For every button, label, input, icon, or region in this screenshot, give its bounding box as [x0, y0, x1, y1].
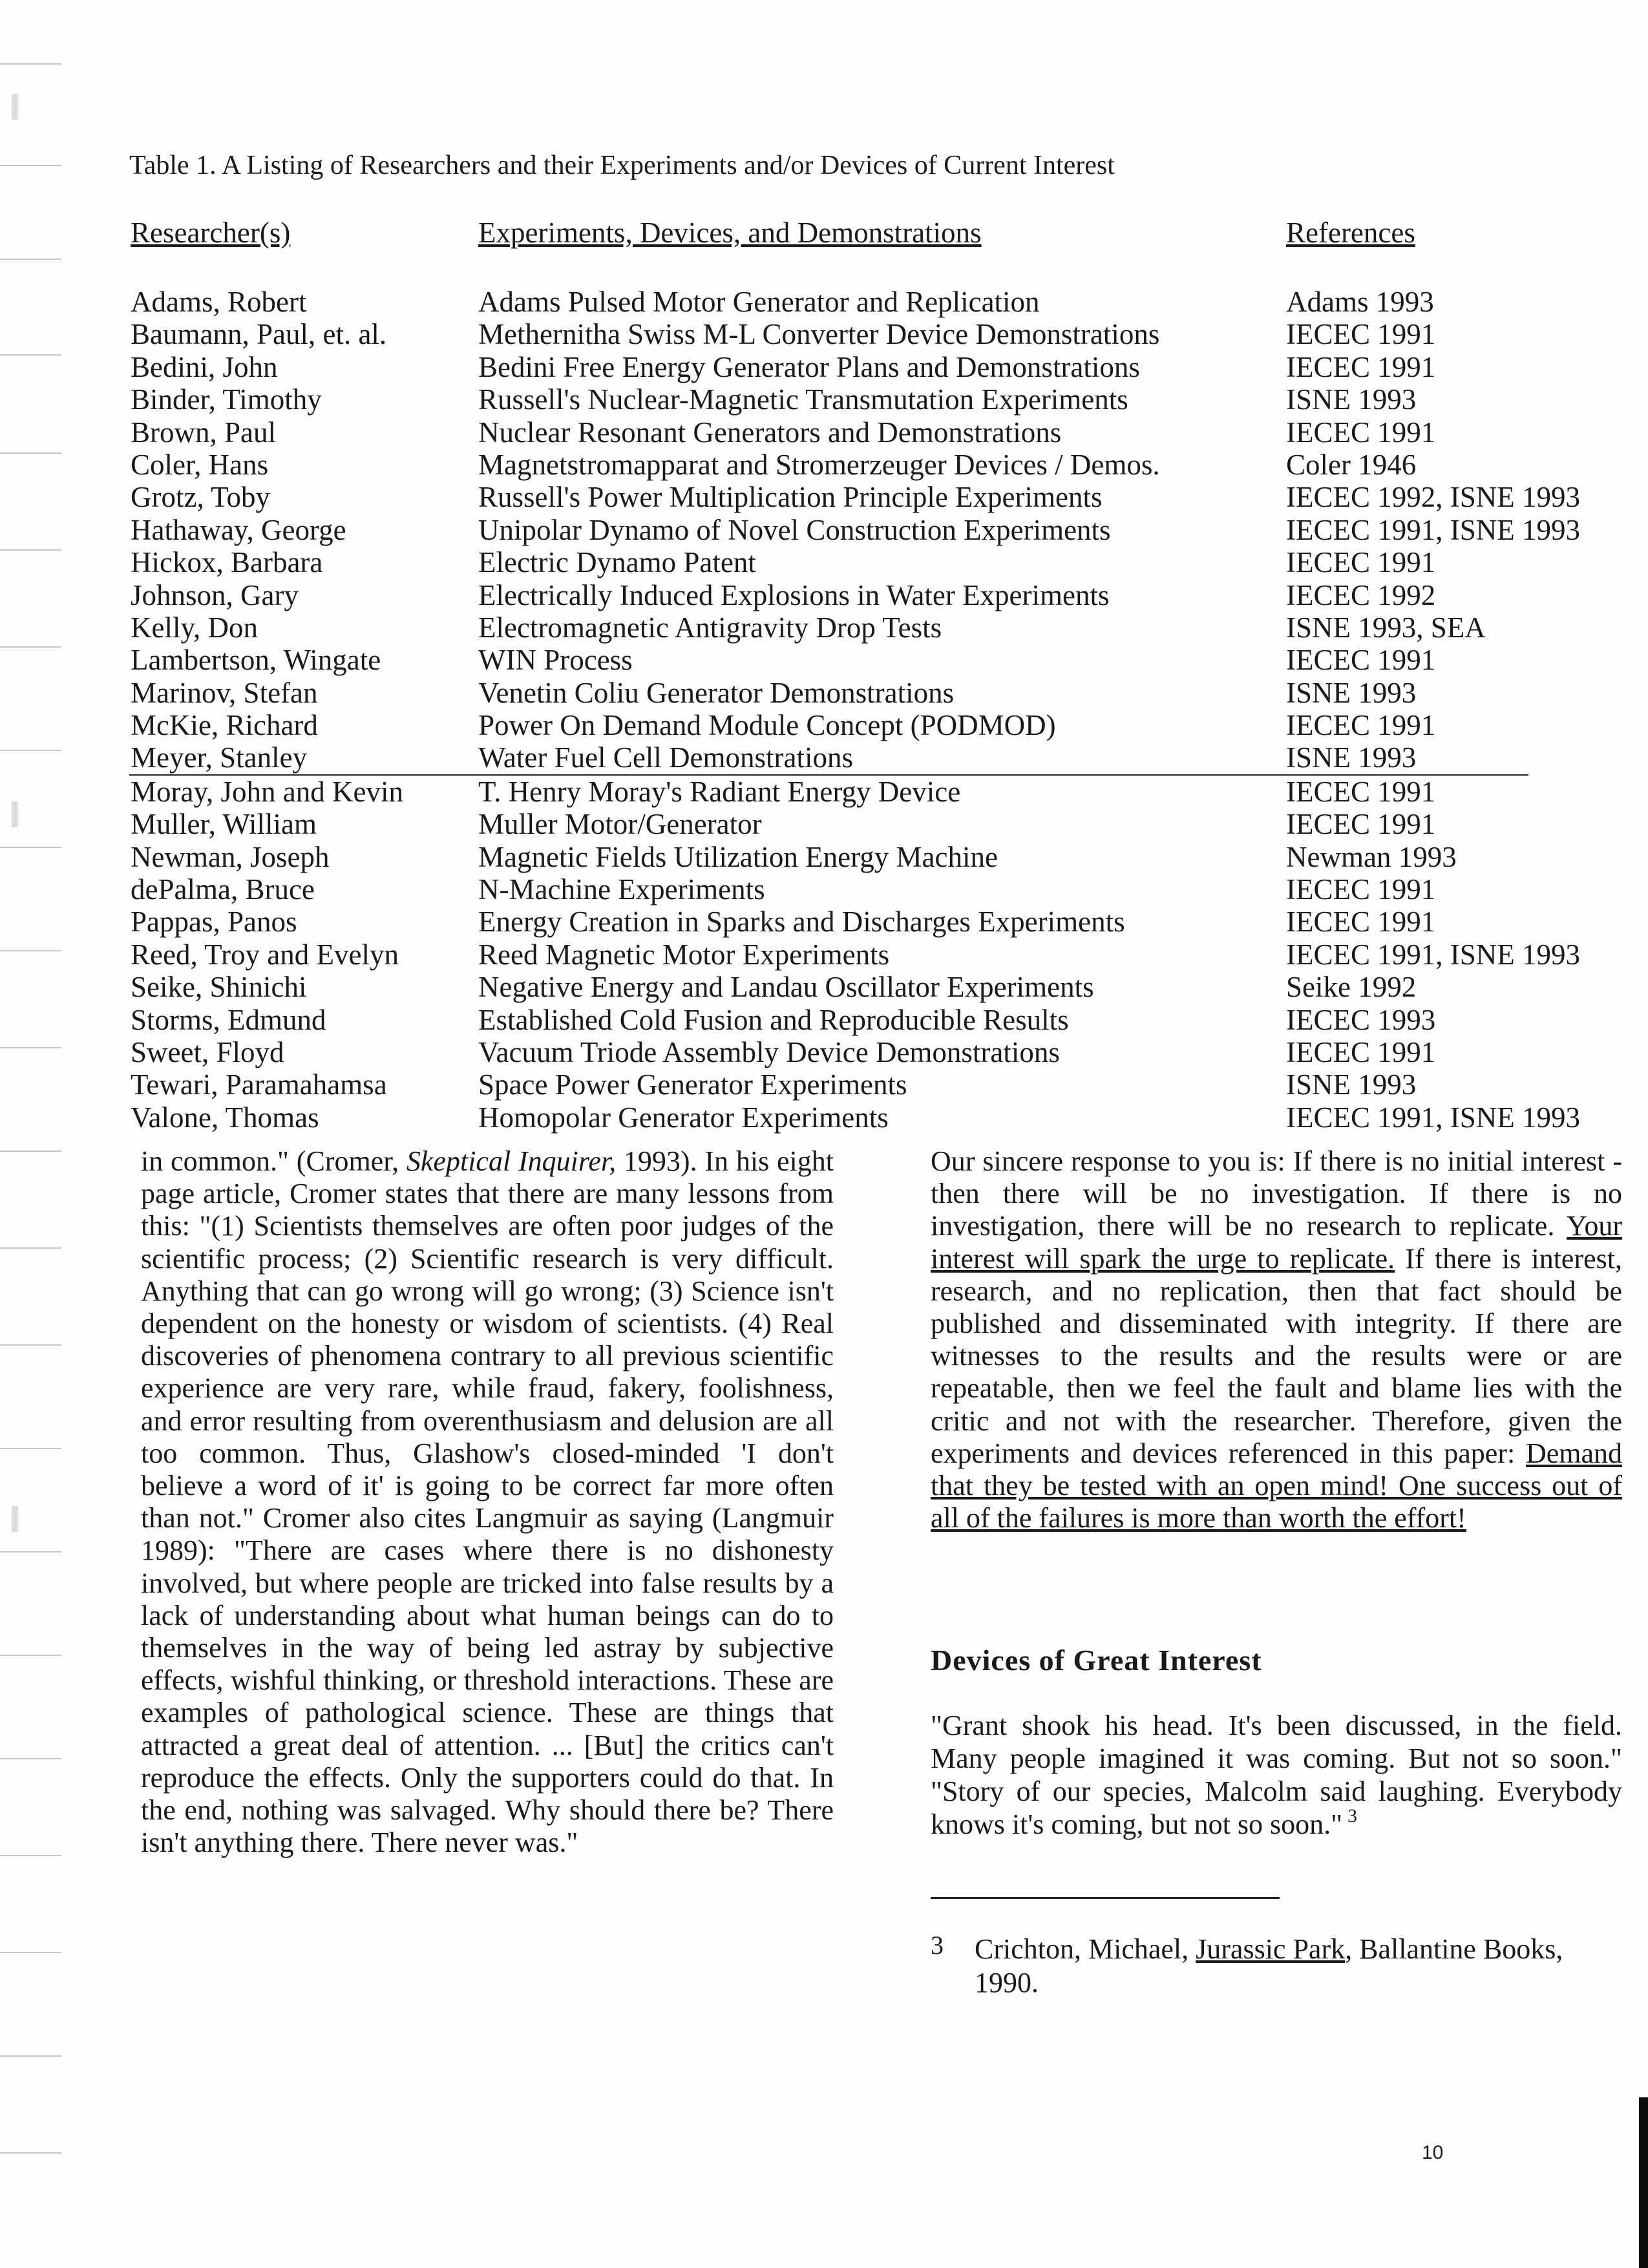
- scan-edge-mark: [0, 259, 61, 260]
- researcher-cell: Meyer, Stanley: [131, 741, 308, 774]
- footnote-number: 3: [931, 1931, 944, 1960]
- table-row: [129, 971, 1622, 1003]
- experiment-cell: Nuclear Resonant Generators and Demonstrations: [478, 416, 1062, 449]
- experiment-cell: Vacuum Triode Assembly Device Demonstrations: [478, 1035, 1060, 1068]
- reference-cell: IECEC 1991: [1286, 318, 1436, 351]
- table-row: [129, 644, 1622, 676]
- experiment-cell: Venetin Coliu Generator Demonstrations: [478, 676, 955, 709]
- table-row: [129, 546, 1622, 578]
- table-row: [129, 873, 1622, 906]
- experiment-cell: Reed Magnetic Motor Experiments: [478, 938, 890, 971]
- journal-title: Skeptical Inquirer,: [406, 1145, 617, 1177]
- table-caption: Table 1. A Listing of Researchers and their Experiments and/or Devices of Current Interest: [129, 151, 1115, 180]
- table-row: [129, 1036, 1622, 1068]
- reference-cell: IECEC 1991: [1286, 808, 1436, 841]
- experiment-cell: WIN Process: [478, 644, 633, 677]
- quote-text: "Grant shook his head. It's been discussed, in the field. Many people imagined it was coming. But not so soon." "Story of our species, Malcolm said laughing. Everybody knows it's coming, but not so soon.": [931, 1710, 1622, 1840]
- experiment-cell: Established Cold Fusion and Reproducible Results: [478, 1003, 1069, 1036]
- experiment-cell: Negative Energy and Landau Oscillator Experiments: [478, 971, 1094, 1004]
- scan-edge-mark: [0, 2152, 61, 2154]
- researchers-table: [129, 208, 1622, 1134]
- scan-edge-mark: [0, 646, 61, 648]
- experiment-cell: N-Machine Experiments: [478, 873, 765, 906]
- footnote-text-part: Crichton, Michael,: [975, 1933, 1196, 1965]
- researcher-cell: Binder, Timothy: [131, 383, 322, 416]
- researcher-cell: Pappas, Panos: [131, 906, 297, 938]
- table-row: [129, 808, 1622, 840]
- table-row: [129, 579, 1622, 611]
- table-row: [129, 677, 1622, 709]
- scan-edge-mark: [0, 1448, 61, 1449]
- researcher-cell: Sweet, Floyd: [131, 1035, 284, 1068]
- researcher-cell: Coler, Hans: [131, 448, 269, 481]
- reference-cell: IECEC 1991: [1286, 416, 1436, 449]
- table-row: [129, 906, 1622, 938]
- researcher-cell: Adams, Robert: [131, 286, 307, 318]
- scan-edge-mark: [0, 452, 61, 454]
- section-heading: Devices of Great Interest: [931, 1644, 1262, 1677]
- table-row: [129, 318, 1622, 350]
- researcher-cell: Bedini, John: [131, 350, 278, 383]
- scan-edge-mark: [0, 1150, 61, 1152]
- researcher-cell: Muller, William: [131, 808, 317, 841]
- reference-cell: IECEC 1991: [1286, 1035, 1436, 1068]
- reference-cell: IECEC 1991, ISNE 1993: [1286, 938, 1580, 971]
- binder-hole-mark: [12, 801, 18, 827]
- scan-edge-mark: [0, 1655, 61, 1656]
- paragraph-text: 1993). In his eight page article, Cromer states that there are many lessons from this: "(1) Scientists themselves are often poor judges of the scientific process; (2) Scientific research is very difficult. Anything that can go wrong will go wrong; (3) Science isn't dependent on the honesty or wisdom of scientists. (4) Real discoveries of phenomena contrary to all previous scientific experience are very rare, while fraud, fakery, foolishness, and error resulting from overenthusiasm and delusion are all too common. Thus, Glashow's closed-minded 'I don't believe a word of it' is going to be correct far more often than not." Cromer also cites Langmuir as saying (Langmuir 1989): "There are cases where there is no dishonesty involved, but where people are tricked into false results by a lack of understanding about what human beings can do to themselves in the way of being led astray by subjective effects, wishful thinking, or threshold interactions. These are examples of pathological science. These are things that attracted a great deal of attention. ... [But] the critics can't reproduce the effects. Only the supporters could do that. In the end, nothing was salvaged. Why should there be? There isn't anything there. There never was.": [141, 1145, 834, 1859]
- reference-cell: ISNE 1993: [1286, 1068, 1417, 1101]
- researcher-cell: Valone, Thomas: [131, 1101, 319, 1134]
- scan-edge-mark: [0, 1551, 61, 1553]
- reference-cell: IECEC 1991, ISNE 1993: [1286, 513, 1580, 546]
- scan-edge-mark: [0, 1047, 61, 1048]
- table-row: [129, 1101, 1622, 1134]
- reference-cell: ISNE 1993: [1286, 383, 1417, 416]
- experiment-cell: Space Power Generator Experiments: [478, 1068, 907, 1101]
- emphasis-text: Demand that they be tested with an open mind! One success out of all of the failures is more than worth the effort!: [931, 1437, 1622, 1534]
- footnote-divider: [931, 1897, 1280, 1899]
- table-header: [129, 208, 1622, 286]
- experiment-cell: Russell's Power Multiplication Principle Experiments: [478, 481, 1103, 514]
- experiment-cell: Magnetstromapparat and Stromerzeuger Devices / Demos.: [478, 448, 1160, 481]
- researcher-cell: Storms, Edmund: [131, 1003, 326, 1036]
- table-row: [129, 383, 1622, 416]
- reference-cell: Coler 1946: [1286, 448, 1417, 481]
- researcher-cell: dePalma, Bruce: [131, 873, 315, 906]
- footnote: [931, 1933, 1603, 2000]
- table-row: [129, 741, 1528, 775]
- paragraph-text: Our sincere response to you is: If there is no initial interest - then there will be no investigation. If there is no investigation, there will be no research to replicate.: [931, 1145, 1622, 1242]
- binder-hole-mark: [12, 94, 18, 120]
- paragraph-text: If there is interest, research, and no replication, then that fact should be published and disseminated with integrity. If there are witnesses to the results and the results were or are repeatable, then we feel the fault and blame lies with the critic and not with the researcher. Therefore, given the experiments and devices referenced in this paper:: [931, 1242, 1622, 1469]
- table-row: [129, 286, 1622, 318]
- reference-cell: Adams 1993: [1286, 286, 1434, 318]
- binder-hole-mark: [12, 1506, 18, 1532]
- table-row: [129, 611, 1622, 644]
- experiment-cell: Water Fuel Cell Demonstrations: [478, 741, 854, 774]
- scan-edge-mark: [0, 950, 61, 951]
- researcher-cell: Hathaway, George: [131, 513, 346, 546]
- table-row: [129, 481, 1622, 513]
- header-experiments: Experiments, Devices, and Demonstrations: [478, 217, 982, 249]
- reference-cell: IECEC 1991, ISNE 1993: [1286, 1101, 1580, 1134]
- researcher-cell: Lambertson, Wingate: [131, 644, 381, 677]
- researcher-cell: Marinov, Stefan: [131, 676, 318, 709]
- reference-cell: IECEC 1991: [1286, 644, 1436, 677]
- scan-edge-mark: [0, 165, 61, 166]
- header-references: References: [1286, 217, 1415, 249]
- paragraph-text: in common." (Cromer,: [141, 1145, 407, 1177]
- experiment-cell: Muller Motor/Generator: [478, 808, 762, 841]
- researcher-cell: Kelly, Don: [131, 611, 259, 644]
- reference-cell: Newman 1993: [1286, 840, 1457, 873]
- scan-edge-mark: [0, 63, 61, 65]
- experiment-cell: T. Henry Moray's Radiant Energy Device: [478, 775, 961, 808]
- table-row: [129, 709, 1622, 741]
- right-column-text: [931, 1145, 1622, 1534]
- researcher-cell: Tewari, Paramahamsa: [131, 1068, 387, 1101]
- table-row: [129, 841, 1622, 873]
- experiment-cell: Homopolar Generator Experiments: [478, 1101, 889, 1134]
- reference-cell: IECEC 1991: [1286, 775, 1436, 808]
- experiment-cell: Magnetic Fields Utilization Energy Machine: [478, 840, 998, 873]
- book-title: Jurassic Park: [1196, 1933, 1346, 1965]
- reference-cell: IECEC 1991: [1286, 709, 1436, 742]
- reference-cell: IECEC 1992: [1286, 578, 1436, 611]
- researcher-cell: Moray, John and Kevin: [131, 775, 404, 808]
- footnote-text-part: , Ballantine Books, 1990.: [975, 1933, 1563, 1998]
- scan-edge-mark: [0, 1758, 61, 1759]
- page-number: 10: [1422, 2142, 1444, 2163]
- researcher-cell: Grotz, Toby: [131, 481, 270, 514]
- experiment-cell: Methernitha Swiss M-L Converter Device Demonstrations: [478, 318, 1160, 351]
- reference-cell: ISNE 1993: [1286, 741, 1417, 774]
- researcher-cell: Reed, Troy and Evelyn: [131, 938, 399, 971]
- cromer-paragraph: [141, 1145, 834, 1859]
- experiment-cell: Bedini Free Energy Generator Plans and Demonstrations: [478, 350, 1140, 383]
- experiment-cell: Electromagnetic Antigravity Drop Tests: [478, 611, 942, 644]
- reference-cell: ISNE 1993: [1286, 676, 1417, 709]
- table-row: [129, 514, 1622, 546]
- table-row: [129, 776, 1622, 808]
- header-researchers: Researcher(s): [131, 217, 291, 249]
- response-paragraph: [931, 1145, 1622, 1534]
- experiment-cell: Russell's Nuclear-Magnetic Transmutation Experiments: [478, 383, 1128, 416]
- table-row: [129, 351, 1622, 383]
- researcher-cell: Seike, Shinichi: [131, 971, 307, 1004]
- researcher-cell: Newman, Joseph: [131, 840, 330, 873]
- scan-edge-mark: [0, 354, 61, 355]
- researcher-cell: Brown, Paul: [131, 416, 276, 449]
- researcher-cell: Johnson, Gary: [131, 578, 299, 611]
- scan-edge-mark: [0, 1952, 61, 1953]
- table-row: [129, 1004, 1622, 1036]
- scan-edge-mark: [0, 549, 61, 551]
- researcher-cell: Baumann, Paul, et. al.: [131, 318, 387, 351]
- reference-cell: IECEC 1991: [1286, 906, 1436, 938]
- researcher-cell: McKie, Richard: [131, 709, 318, 742]
- scan-edge-mark: [0, 847, 61, 848]
- reference-cell: IECEC 1991: [1286, 546, 1436, 579]
- experiment-cell: Power On Demand Module Concept (PODMOD): [478, 709, 1056, 742]
- scan-edge-mark: [0, 1344, 61, 1346]
- footnote-marker: 3: [1347, 1805, 1358, 1827]
- experiment-cell: Unipolar Dynamo of Novel Construction Experiments: [478, 513, 1111, 546]
- left-column-text: [141, 1145, 834, 1859]
- experiment-cell: Energy Creation in Sparks and Discharges Experiments: [478, 906, 1125, 938]
- scan-edge-mark: [0, 2055, 61, 2057]
- reference-cell: IECEC 1992, ISNE 1993: [1286, 481, 1580, 514]
- reference-cell: ISNE 1993, SEA: [1286, 611, 1486, 644]
- table-row: [129, 449, 1622, 481]
- experiment-cell: Adams Pulsed Motor Generator and Replication: [478, 286, 1040, 318]
- reference-cell: Seike 1992: [1286, 971, 1417, 1004]
- table-row: [129, 416, 1622, 449]
- reference-cell: IECEC 1993: [1286, 1003, 1436, 1036]
- scan-edge-mark: [0, 1855, 61, 1856]
- table-row: [129, 1068, 1622, 1101]
- scan-edge-mark: [0, 750, 61, 751]
- reference-cell: IECEC 1991: [1286, 873, 1436, 906]
- emphasis-text: Your interest will spark the urge to replicate.: [931, 1210, 1622, 1275]
- scan-edge-shadow: [1639, 2097, 1648, 2268]
- experiment-cell: Electric Dynamo Patent: [478, 546, 756, 579]
- experiment-cell: Electrically Induced Explosions in Water Experiments: [478, 578, 1110, 611]
- footnote-text: [975, 1933, 1603, 2000]
- scan-edge-mark: [0, 1247, 61, 1249]
- researcher-cell: Hickox, Barbara: [131, 546, 323, 579]
- jurassic-park-quote: [931, 1709, 1622, 1844]
- table-row: [129, 938, 1622, 971]
- reference-cell: IECEC 1991: [1286, 350, 1436, 383]
